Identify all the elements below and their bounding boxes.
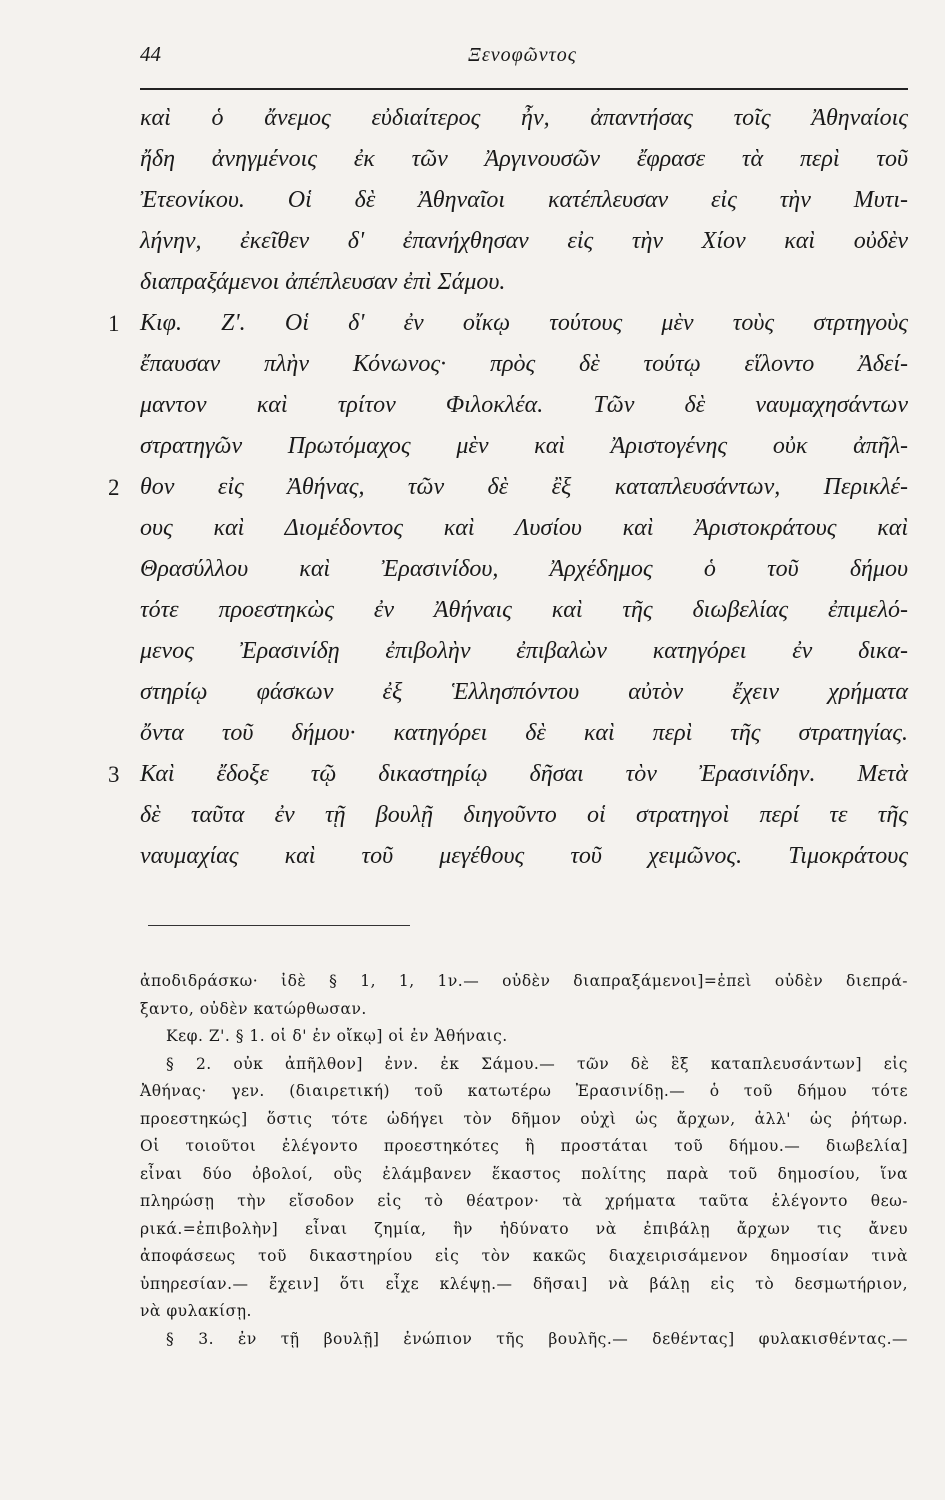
text-line: Θρασύλλου καὶ Ἐρασινίδου, Ἀρχέδημος ὁ τοῦ δήμου — [140, 556, 908, 582]
note-line: § 2. οὐκ ἀπῆλθον] ἐνν. ἐκ Σάμου.— τῶν δὲ ἓξ καταπλευσάντων] εἰς — [166, 1054, 908, 1073]
text-line: ὄντα τοῦ δήμου· κατηγόρει δὲ καὶ περὶ τῆς στρατηγίας. — [140, 720, 908, 746]
main-text — [108, 98, 908, 877]
text-line: ἤδη ἀνηγμένοις ἐκ τῶν Ἀργινουσῶν ἔφρασε τὰ περὶ τοῦ — [140, 146, 908, 172]
text-line: 3 Καὶ ἔδοξε τῷ δικαστηρίῳ δῆσαι τὸν Ἐρασινίδην. Μετὰ — [140, 754, 908, 795]
text-line: Ἐτεονίκου. Οἱ δὲ Ἀθηναῖοι κατέπλευσαν εἰς τὴν Μυτι- — [140, 187, 908, 213]
text-line: τότε προεστηκὼς ἐν Ἀθήναις καὶ τῆς διωβελίας ἐπιμελό- — [140, 597, 908, 623]
note-line: πληρώσῃ τὴν εἴσοδον εἰς τὸ θέατρον· τὰ χρήματα ταῦτα ἐλέγοντο θεω- — [140, 1192, 908, 1210]
note-line: ὑπηρεσίαν.— ἔχειν] ὅτι εἶχε κλέψῃ.— δῆσαι] νὰ βάλῃ εἰς τὸ δεσμωτήριον, — [140, 1274, 908, 1293]
text-line: 1 Κιφ. Ζ'. Οἱ δ' ἐν οἴκῳ τούτους μὲν τοὺς στρτηγοὺς — [140, 303, 908, 344]
note-line: § 3. ἐν τῇ βουλῇ] ἐνώπιον τῆς βουλῆς.— δεθέντας] φυλακισθέντας.— — [166, 1329, 908, 1348]
commentary-notes — [140, 968, 908, 1353]
note-line: ξαντο, οὐδὲν κατώρθωσαν. — [140, 999, 367, 1018]
note-line: Οἱ τοιοῦτοι ἐλέγοντο προεστηκότες ἢ προστάται τοῦ δήμου.— διωβελία] — [140, 1137, 908, 1155]
text-line: διαπραξάμενοι ἀπέπλευσαν ἐπὶ Σάμου. — [140, 269, 506, 295]
running-title: Ξενοφῶντος — [468, 44, 577, 66]
section-number: 1 — [108, 311, 120, 336]
note-line: ἀποφάσεως τοῦ δικαστηρίου εἰς τὸν κακῶς διαχειρισάμενον δημοσίαν τινὰ — [140, 1247, 908, 1265]
text-line: ναυμαχίας καὶ τοῦ μεγέθους τοῦ χειμῶνος. Τιμοκράτους — [140, 843, 908, 869]
page-number: 44 — [140, 42, 161, 66]
text-line: 2 θον εἰς Ἀθήνας, τῶν δὲ ἒξ καταπλευσάντων, Περικλέ- — [140, 467, 908, 508]
header-rule — [140, 88, 908, 90]
note-line: προεστηκώς] ὅστις τότε ὡδήγει τὸν δῆμον οὐχὶ ὡς ἄρχων, ἀλλ' ὡς ῥήτωρ. — [140, 1109, 908, 1128]
text-line: ους καὶ Διομέδοντος καὶ Λυσίου καὶ Ἀριστοκράτους καὶ — [140, 515, 908, 541]
text-line: στηρίῳ φάσκων ἐξ Ἑλλησπόντου αὐτὸν ἔχειν χρήματα — [140, 679, 908, 705]
note-line: εἶναι δύο ὀβολοί, οὓς ἐλάμβανεν ἕκαστος πολίτης παρὰ τοῦ δημοσίου, ἵνα — [140, 1164, 908, 1183]
text-line: ἔπαυσαν πλὴν Κόνωνος· πρὸς δὲ τούτῳ εἵλοντο Ἀδεί- — [140, 351, 908, 377]
text-line: καὶ ὁ ἄνεμος εὐδιαίτερος ἦν, ἀπαντήσας τοῖς Ἀθηναίοις — [140, 105, 908, 131]
section-number: 2 — [108, 475, 120, 500]
text-line: στρατηγῶν Πρωτόμαχος μὲν καὶ Ἀριστογένης οὐκ ἀπῆλ- — [140, 433, 908, 459]
note-line: ἀποδιδράσκω· ἰδὲ § 1, 1, 1ν.— οὐδὲν διαπραξάμενοι]=ἐπεὶ οὐδὲν διεπρά- — [140, 972, 908, 990]
section-number: 3 — [108, 762, 120, 787]
text-line: λήνην, ἐκεῖθεν δ' ἐπανήχθησαν εἰς τὴν Χίον καὶ οὐδὲν — [140, 228, 908, 254]
footnote-rule — [148, 925, 410, 926]
page-header — [140, 42, 905, 76]
note-line: ρικά.=ἐπιβολὴν] εἶναι ζημία, ἣν ἠδύνατο νὰ ἐπιβάλῃ ἄρχων τις ἄνευ — [140, 1219, 908, 1238]
note-line: Κεφ. Ζ'. § 1. οἱ δ' ἐν οἴκῳ] οἱ ἐν Ἀθήναις. — [166, 1027, 508, 1045]
text-line: μαντον καὶ τρίτον Φιλοκλέα. Τῶν δὲ ναυμαχησάντων — [140, 392, 908, 418]
text-line: δὲ ταῦτα ἐν τῇ βουλῇ διηγοῦντο οἱ στρατηγοὶ περί τε τῆς — [140, 802, 908, 828]
note-line: Ἀθήνας· γεν. (διαιρετική) τοῦ κατωτέρω Ἐρασινίδῃ.— ὁ τοῦ δήμου τότε — [140, 1082, 908, 1100]
note-line: νὰ φυλακίσῃ. — [140, 1302, 252, 1320]
text-line: μενος Ἐρασινίδῃ ἐπιβολὴν ἐπιβαλὼν κατηγόρει ἐν δικα- — [140, 638, 908, 664]
